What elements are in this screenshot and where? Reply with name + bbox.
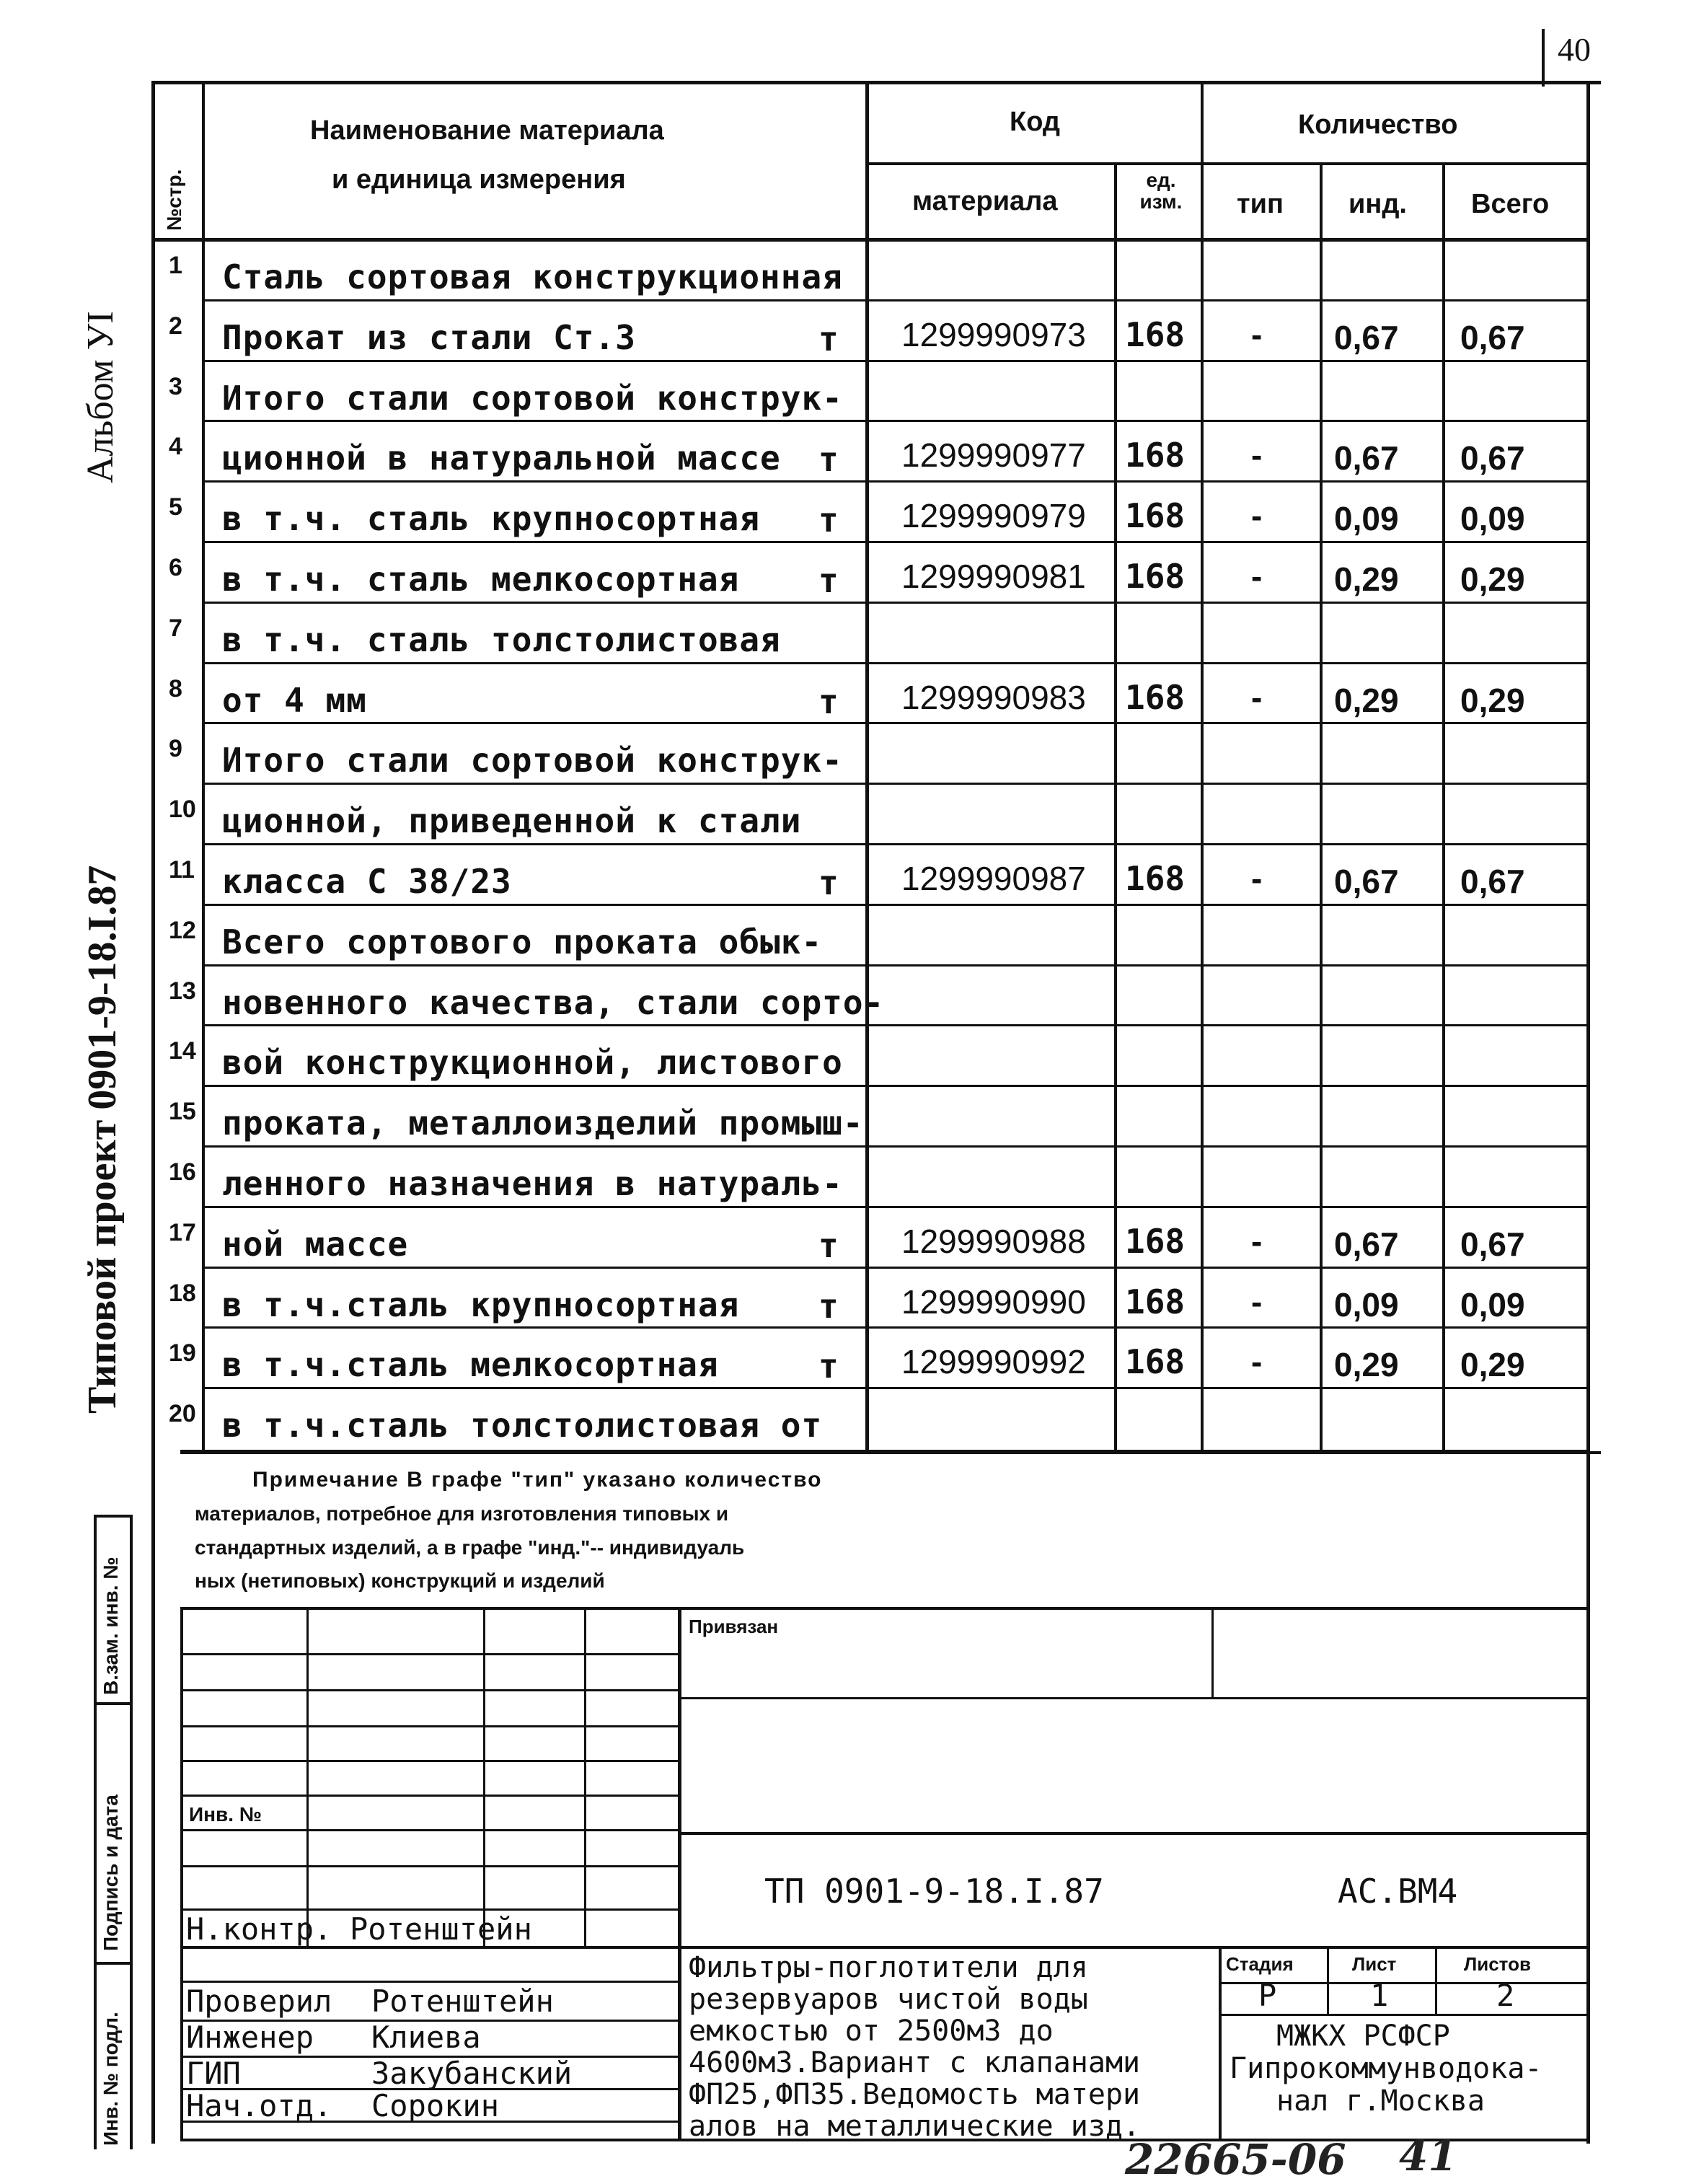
row-name: Итого стали сортовой конструк- xyxy=(222,741,843,780)
row-qty-ind: 0,67 xyxy=(1334,318,1399,356)
row-name: ной массе xyxy=(222,1224,409,1264)
row-material-code: 1299990987 xyxy=(901,860,1086,897)
header-quantity: Количество xyxy=(1298,110,1458,140)
signer-role: Н.контр. xyxy=(186,1911,332,1947)
row-name: Прокат из стали Ст.3 xyxy=(222,317,636,357)
row-qty-total: 0,29 xyxy=(1460,681,1525,719)
signer-name: Ротенштейн xyxy=(350,1911,532,1947)
row-unit: т xyxy=(818,1225,839,1265)
row-qty-total: 0,67 xyxy=(1460,1225,1525,1263)
row-unit-code: 168 xyxy=(1125,314,1186,354)
row-name: в т.ч.сталь толстолистовая от xyxy=(222,1406,823,1445)
signer-name: Клиева xyxy=(371,2020,481,2055)
row-number: 5 xyxy=(169,493,182,521)
row-material-code: 1299990977 xyxy=(901,436,1086,475)
signer-role: Нач.отд. xyxy=(186,2088,332,2123)
row-qty-total: 0,67 xyxy=(1460,439,1525,477)
row-number: 11 xyxy=(169,856,195,884)
inv-no-label: Инв. № xyxy=(189,1803,262,1826)
row-unit-code: 168 xyxy=(1125,436,1186,475)
row-name: ционной в натуральной массе xyxy=(222,439,781,478)
page-number: 40 xyxy=(1558,31,1591,68)
signer-name: Закубанский xyxy=(371,2056,573,2091)
header-qty-total: Всего xyxy=(1471,189,1550,219)
row-unit: т xyxy=(818,440,839,480)
header-code-material: материала xyxy=(912,186,1058,216)
header-code-unit: ед. изм. xyxy=(1139,169,1183,213)
row-qty-type: - xyxy=(1251,558,1263,595)
org-line-1: МЖКХ РСФСР xyxy=(1276,2020,1450,2053)
row-unit-code: 168 xyxy=(1125,1342,1186,1382)
row-number: 15 xyxy=(169,1098,196,1126)
document-code: ТП 0901-9-18.I.87 xyxy=(764,1872,1104,1911)
sheet-value: 1 xyxy=(1370,1978,1389,2013)
row-qty-ind: 0,29 xyxy=(1334,1346,1399,1384)
description-line: ФП25,ФП35.Ведомость матери xyxy=(689,2078,1141,2111)
row-unit: т xyxy=(818,682,839,721)
row-name: в т.ч.сталь крупносортная xyxy=(222,1285,740,1324)
signer-role: Проверил xyxy=(186,1983,332,2019)
row-name: Всего сортового проката обык- xyxy=(222,922,823,961)
stage-value: Р xyxy=(1258,1978,1277,2013)
signer-name: Ротенштейн xyxy=(371,1983,554,2019)
row-number: 18 xyxy=(169,1279,196,1307)
row-number: 3 xyxy=(169,372,182,400)
row-name: вой конструкционной, листового xyxy=(222,1043,843,1083)
header-qty-ind: инд. xyxy=(1348,189,1407,219)
row-qty-ind: 0,29 xyxy=(1334,681,1399,719)
sheet-label: Лист xyxy=(1352,1953,1397,1975)
signer-role: ГИП xyxy=(186,2056,241,2091)
privyazan-label: Привязан xyxy=(689,1616,779,1637)
row-qty-ind: 0,67 xyxy=(1334,863,1399,900)
row-qty-total: 0,67 xyxy=(1460,318,1525,356)
description-line: емкостью от 2500м3 до xyxy=(689,2015,1054,2048)
row-name: в т.ч. сталь мелкосортная xyxy=(222,560,740,599)
row-number: 9 xyxy=(169,735,182,763)
row-unit-code: 168 xyxy=(1125,496,1186,536)
row-number: 1 xyxy=(169,252,182,279)
row-qty-total: 0,09 xyxy=(1460,1285,1525,1324)
note-line-1: Примечание В графе "тип" указано количество xyxy=(252,1468,823,1492)
row-name: проката, металлоизделий промыш- xyxy=(222,1104,864,1143)
stamp-sign-date: Подпись и дата xyxy=(100,1795,122,1951)
sheets-label: Листов xyxy=(1464,1953,1531,1975)
row-qty-type: - xyxy=(1251,678,1263,716)
row-number: 4 xyxy=(169,433,182,461)
row-unit-code: 168 xyxy=(1125,859,1186,898)
row-name: в т.ч. сталь крупносортная xyxy=(222,499,761,539)
row-name: ленного назначения в натураль- xyxy=(222,1164,843,1203)
row-qty-total: 0,29 xyxy=(1460,1346,1525,1384)
row-unit-code: 168 xyxy=(1125,557,1186,596)
row-number: 10 xyxy=(169,796,196,824)
row-material-code: 1299990988 xyxy=(901,1222,1086,1260)
row-qty-type: - xyxy=(1251,1222,1263,1260)
row-qty-ind: 0,29 xyxy=(1334,560,1399,598)
row-number: 16 xyxy=(169,1158,196,1186)
row-name: ционной, приведенной к стали xyxy=(222,801,802,841)
description-line: алов на металлические изд. xyxy=(689,2110,1141,2143)
header-qty-type: тип xyxy=(1237,189,1284,219)
row-material-code: 1299990981 xyxy=(901,558,1086,595)
signer-name: Сорокин xyxy=(371,2088,500,2123)
document-mark: АС.ВМ4 xyxy=(1338,1872,1458,1911)
album-label: Альбом УI xyxy=(80,311,121,483)
header-code: Код xyxy=(1010,107,1061,137)
row-name: новенного качества, стали сорто- xyxy=(222,982,885,1022)
row-unit: т xyxy=(818,1286,839,1326)
row-number: 12 xyxy=(169,916,196,944)
note-line-2: материалов, потребное для изготовления типовых и xyxy=(195,1502,729,1525)
signer-role: Инженер xyxy=(186,2020,314,2055)
row-qty-total: 0,67 xyxy=(1460,863,1525,900)
row-material-code: 1299990979 xyxy=(901,497,1086,535)
archive-number: 22665-06 xyxy=(1125,2135,1346,2184)
row-name: в т.ч.сталь мелкосортная xyxy=(222,1345,719,1385)
row-number: 19 xyxy=(169,1339,196,1368)
row-unit: т xyxy=(818,501,839,540)
sheets-value: 2 xyxy=(1496,1978,1515,2013)
note-line-4: ных (нетиповых) конструкций и изделий xyxy=(195,1569,605,1592)
row-number: 7 xyxy=(169,614,182,642)
project-label: Типовой проект 0901-9-18.I.87 xyxy=(80,865,125,1414)
row-qty-ind: 0,67 xyxy=(1334,439,1399,477)
row-qty-type: - xyxy=(1251,1343,1263,1381)
row-name: Итого стали сортовой конструк- xyxy=(222,378,843,418)
row-number: 8 xyxy=(169,674,182,703)
row-name: в т.ч. сталь толстолистовая xyxy=(222,620,781,659)
row-unit: т xyxy=(818,1347,839,1386)
row-number: 6 xyxy=(169,554,182,581)
header-name-unit: и единица измерения xyxy=(332,164,626,195)
row-material-code: 1299990983 xyxy=(901,678,1086,716)
row-material-code: 1299990973 xyxy=(901,315,1086,353)
row-unit: т xyxy=(818,863,839,902)
row-number: 2 xyxy=(169,312,182,340)
row-name: Сталь сортовая конструкционная xyxy=(222,257,843,296)
stamp-vzam: В.зам. инв. № xyxy=(100,1556,122,1695)
row-name: класса С 38/23 xyxy=(222,862,512,901)
row-qty-type: - xyxy=(1251,315,1263,353)
row-unit: т xyxy=(818,319,839,358)
row-qty-total: 0,09 xyxy=(1460,500,1525,538)
row-material-code: 1299990992 xyxy=(901,1343,1086,1381)
row-number: 14 xyxy=(169,1037,196,1065)
description-line: резервуаров чистой воды xyxy=(689,1983,1088,2016)
row-unit-code: 168 xyxy=(1125,677,1186,717)
description-line: Фильтры-поглотители для xyxy=(689,1951,1088,1984)
row-qty-type: - xyxy=(1251,860,1263,897)
header-name: Наименование материала xyxy=(310,115,664,146)
row-qty-ind: 0,67 xyxy=(1334,1225,1399,1263)
row-qty-total: 0,29 xyxy=(1460,560,1525,598)
stamp-inv-no: Инв. № подл. xyxy=(100,2012,122,2146)
row-qty-type: - xyxy=(1251,436,1263,475)
row-qty-type: - xyxy=(1251,1282,1263,1321)
stage-label: Стадия xyxy=(1226,1953,1294,1975)
row-qty-ind: 0,09 xyxy=(1334,1285,1399,1324)
row-qty-type: - xyxy=(1251,497,1263,535)
org-line-3: нал г.Москва xyxy=(1276,2084,1485,2118)
row-name: от 4 мм xyxy=(222,680,367,720)
row-number: 17 xyxy=(169,1218,196,1246)
row-number: 20 xyxy=(169,1400,196,1428)
row-unit-code: 168 xyxy=(1125,1282,1186,1321)
header-row-no: №стр. xyxy=(163,169,185,231)
row-number: 13 xyxy=(169,977,196,1005)
row-material-code: 1299990990 xyxy=(901,1282,1086,1321)
row-unit: т xyxy=(818,561,839,600)
org-line-2: Гипрокоммунводока- xyxy=(1230,2052,1542,2085)
note-line-3: стандартных изделий, а в графе "инд."-- индивидуаль xyxy=(195,1536,745,1559)
row-unit-code: 168 xyxy=(1125,1221,1186,1261)
description-line: 4600м3.Вариант с клапанами xyxy=(689,2046,1141,2079)
archive-page: 41 xyxy=(1399,2131,1457,2180)
row-qty-ind: 0,09 xyxy=(1334,500,1399,538)
